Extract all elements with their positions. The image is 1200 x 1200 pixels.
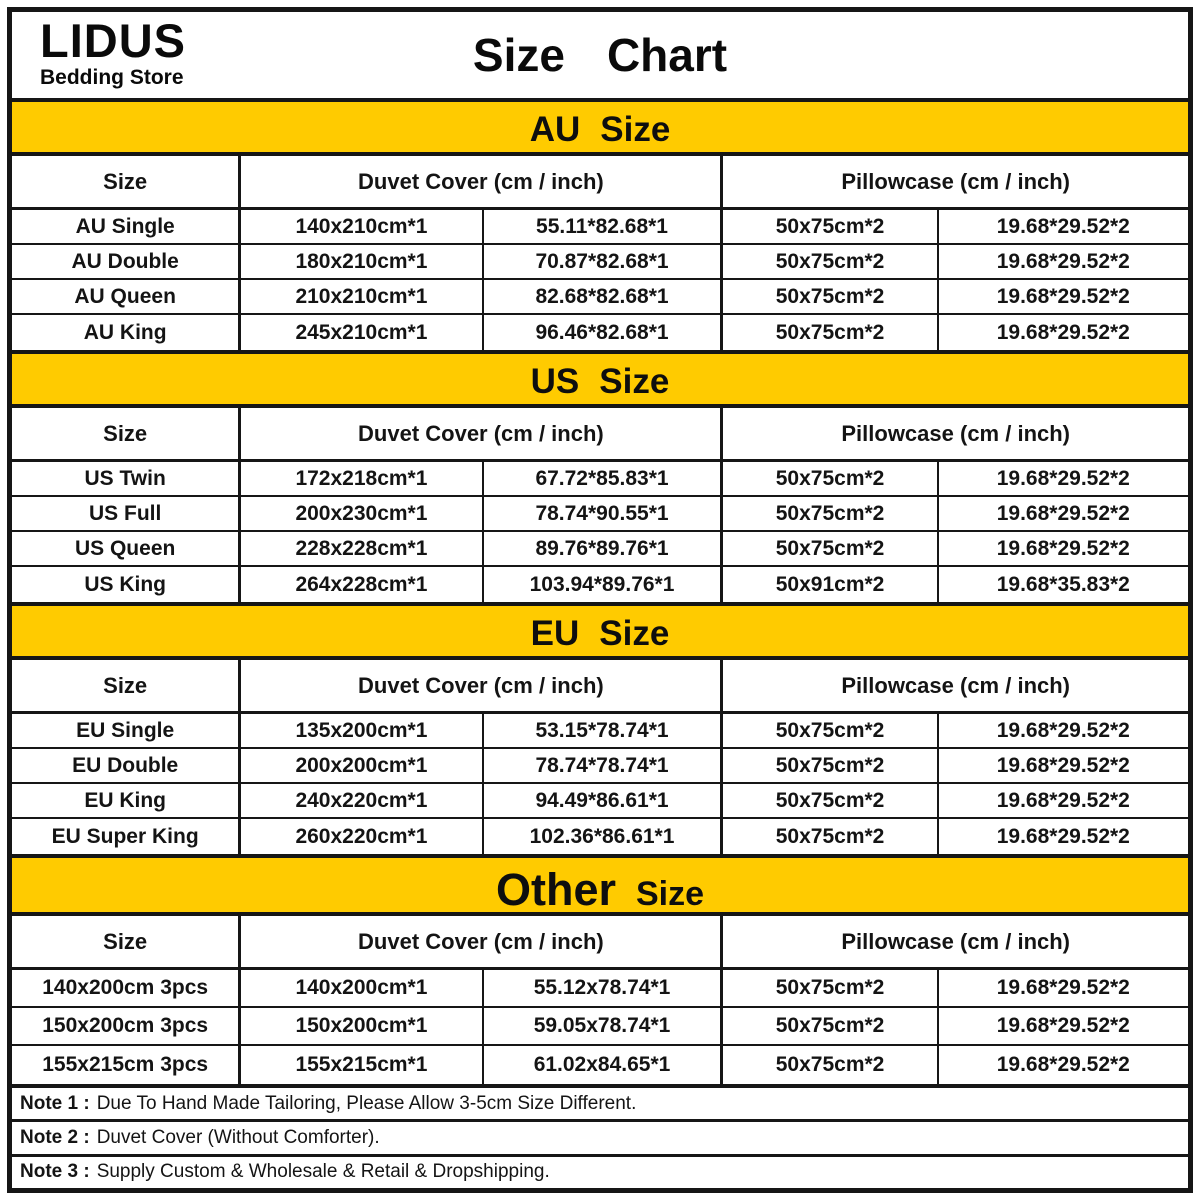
cell-pillow-cm: 50x75cm*2 — [723, 714, 938, 749]
cell-duvet-cm: 260x220cm*1 — [241, 819, 483, 854]
cell-duvet-in: 78.74*78.74*1 — [484, 749, 724, 784]
cell-duvet-in: 103.94*89.76*1 — [484, 567, 724, 602]
cell-pillow-cm: 50x75cm*2 — [723, 749, 938, 784]
cell-duvet-in: 96.46*82.68*1 — [484, 315, 724, 350]
section-banner-us — [12, 350, 1188, 408]
cell-pillow-cm: 50x75cm*2 — [723, 1008, 938, 1046]
note-text: Duvet Cover (Without Comforter). — [96, 1126, 380, 1148]
size-table-us — [12, 408, 1188, 602]
column-header-duvet: Duvet Cover (cm / inch) — [241, 916, 723, 970]
cell-size: 150x200cm 3pcs — [12, 1008, 241, 1046]
cell-duvet-cm: 200x230cm*1 — [241, 497, 483, 532]
cell-pillow-cm: 50x75cm*2 — [723, 1046, 938, 1084]
banner-label-au: AU — [529, 110, 581, 149]
cell-pillow-in: 19.68*29.52*2 — [939, 315, 1188, 350]
note-label: Note 2 : — [20, 1126, 90, 1148]
cell-duvet-cm: 210x210cm*1 — [241, 280, 483, 315]
column-header-size: Size — [12, 916, 241, 970]
cell-pillow-in: 19.68*29.52*2 — [939, 280, 1188, 315]
cell-pillow-cm: 50x75cm*2 — [723, 280, 938, 315]
cell-pillow-cm: 50x75cm*2 — [723, 497, 938, 532]
cell-size: EU Super King — [12, 819, 241, 854]
cell-duvet-cm: 135x200cm*1 — [241, 714, 483, 749]
cell-pillow-cm: 50x75cm*2 — [723, 784, 938, 819]
column-header-pillowcase: Pillowcase (cm / inch) — [723, 156, 1188, 210]
column-header-duvet: Duvet Cover (cm / inch) — [241, 408, 723, 462]
notes — [12, 1084, 1188, 1188]
size-table-au — [12, 156, 1188, 350]
cell-size: EU King — [12, 784, 241, 819]
column-header-duvet: Duvet Cover (cm / inch) — [241, 660, 723, 714]
size-table-eu — [12, 660, 1188, 854]
cell-size: AU Single — [12, 210, 241, 245]
banner-label-au-size: Size — [600, 110, 671, 149]
note-row-3 — [12, 1154, 1188, 1188]
page-title-word-2: Chart — [606, 29, 728, 81]
cell-pillow-in: 19.68*29.52*2 — [939, 1046, 1188, 1084]
column-header-size: Size — [12, 408, 241, 462]
cell-pillow-in: 19.68*29.52*2 — [939, 245, 1188, 280]
cell-pillow-in: 19.68*35.83*2 — [939, 567, 1188, 602]
cell-duvet-in: 78.74*90.55*1 — [484, 497, 724, 532]
section-other — [12, 854, 1188, 1084]
cell-size: US Twin — [12, 462, 241, 497]
cell-size: EU Single — [12, 714, 241, 749]
cell-duvet-cm: 180x210cm*1 — [241, 245, 483, 280]
cell-duvet-in: 53.15*78.74*1 — [484, 714, 724, 749]
banner-label-other: Other — [495, 864, 616, 915]
cell-size: AU Queen — [12, 280, 241, 315]
cell-size: EU Double — [12, 749, 241, 784]
cell-duvet-cm: 155x215cm*1 — [241, 1046, 483, 1084]
note-row-1 — [12, 1084, 1188, 1119]
cell-pillow-in: 19.68*29.52*2 — [939, 714, 1188, 749]
section-banner-au — [12, 98, 1188, 156]
cell-pillow-cm: 50x75cm*2 — [723, 315, 938, 350]
column-header-pillowcase: Pillowcase (cm / inch) — [723, 408, 1188, 462]
cell-duvet-cm: 172x218cm*1 — [241, 462, 483, 497]
cell-pillow-cm: 50x75cm*2 — [723, 970, 938, 1008]
cell-pillow-cm: 50x75cm*2 — [723, 245, 938, 280]
cell-pillow-in: 19.68*29.52*2 — [939, 210, 1188, 245]
cell-size: AU King — [12, 315, 241, 350]
cell-pillow-in: 19.68*29.52*2 — [939, 462, 1188, 497]
cell-pillow-cm: 50x75cm*2 — [723, 532, 938, 567]
cell-duvet-cm: 150x200cm*1 — [241, 1008, 483, 1046]
cell-pillow-in: 19.68*29.52*2 — [939, 784, 1188, 819]
cell-pillow-cm: 50x75cm*2 — [723, 210, 938, 245]
column-header-pillowcase: Pillowcase (cm / inch) — [723, 660, 1188, 714]
column-header-duvet: Duvet Cover (cm / inch) — [241, 156, 723, 210]
banner-label-us: US — [530, 362, 580, 401]
cell-duvet-cm: 140x200cm*1 — [241, 970, 483, 1008]
banner-label-eu: EU — [530, 614, 580, 653]
cell-duvet-in: 94.49*86.61*1 — [484, 784, 724, 819]
cell-duvet-cm: 228x228cm*1 — [241, 532, 483, 567]
column-header-size: Size — [12, 660, 241, 714]
note-text: Due To Hand Made Tailoring, Please Allow 3-5cm Size Different. — [96, 1092, 637, 1114]
cell-duvet-in: 59.05x78.74*1 — [484, 1008, 724, 1046]
cell-duvet-in: 55.11*82.68*1 — [484, 210, 724, 245]
banner-label-other-size: Size — [635, 875, 705, 913]
column-header-size: Size — [12, 156, 241, 210]
cell-duvet-in: 70.87*82.68*1 — [484, 245, 724, 280]
note-text: Supply Custom & Wholesale & Retail & Dropshipping. — [96, 1161, 550, 1183]
banner-label-us-size: Size — [599, 362, 670, 401]
size-table-other — [12, 916, 1188, 1084]
section-au — [12, 98, 1188, 350]
cell-duvet-in: 61.02x84.65*1 — [484, 1046, 724, 1084]
note-row-2 — [12, 1119, 1188, 1153]
cell-pillow-cm: 50x91cm*2 — [723, 567, 938, 602]
note-label: Note 1 : — [20, 1092, 90, 1114]
page-title-word-1: Size — [472, 29, 565, 81]
cell-pillow-in: 19.68*29.52*2 — [939, 497, 1188, 532]
brand-subtitle: Bedding Store — [40, 66, 184, 89]
cell-size: US Full — [12, 497, 241, 532]
cell-pillow-in: 19.68*29.52*2 — [939, 532, 1188, 567]
cell-duvet-cm: 245x210cm*1 — [241, 315, 483, 350]
cell-size: AU Double — [12, 245, 241, 280]
cell-size: US Queen — [12, 532, 241, 567]
section-us — [12, 350, 1188, 602]
cell-size: 155x215cm 3pcs — [12, 1046, 241, 1084]
brand-name: LIDUS — [40, 14, 186, 67]
column-header-pillowcase: Pillowcase (cm / inch) — [723, 916, 1188, 970]
cell-duvet-in: 67.72*85.83*1 — [484, 462, 724, 497]
cell-pillow-in: 19.68*29.52*2 — [939, 819, 1188, 854]
cell-pillow-in: 19.68*29.52*2 — [939, 749, 1188, 784]
cell-pillow-in: 19.68*29.52*2 — [939, 970, 1188, 1008]
header — [12, 12, 1188, 98]
section-eu — [12, 602, 1188, 854]
cell-duvet-in: 89.76*89.76*1 — [484, 532, 724, 567]
cell-pillow-cm: 50x75cm*2 — [723, 462, 938, 497]
section-banner-eu — [12, 602, 1188, 660]
cell-pillow-cm: 50x75cm*2 — [723, 819, 938, 854]
cell-duvet-cm: 264x228cm*1 — [241, 567, 483, 602]
cell-size: US King — [12, 567, 241, 602]
cell-duvet-cm: 240x220cm*1 — [241, 784, 483, 819]
page-title — [12, 28, 1188, 82]
section-banner-other — [12, 854, 1188, 916]
cell-duvet-in: 102.36*86.61*1 — [484, 819, 724, 854]
cell-duvet-in: 55.12x78.74*1 — [484, 970, 724, 1008]
cell-duvet-cm: 140x210cm*1 — [241, 210, 483, 245]
cell-pillow-in: 19.68*29.52*2 — [939, 1008, 1188, 1046]
cell-size: 140x200cm 3pcs — [12, 970, 241, 1008]
cell-duvet-in: 82.68*82.68*1 — [484, 280, 724, 315]
cell-duvet-cm: 200x200cm*1 — [241, 749, 483, 784]
size-chart-poster — [7, 7, 1193, 1193]
note-label: Note 3 : — [20, 1161, 90, 1183]
banner-label-eu-size: Size — [599, 614, 670, 653]
